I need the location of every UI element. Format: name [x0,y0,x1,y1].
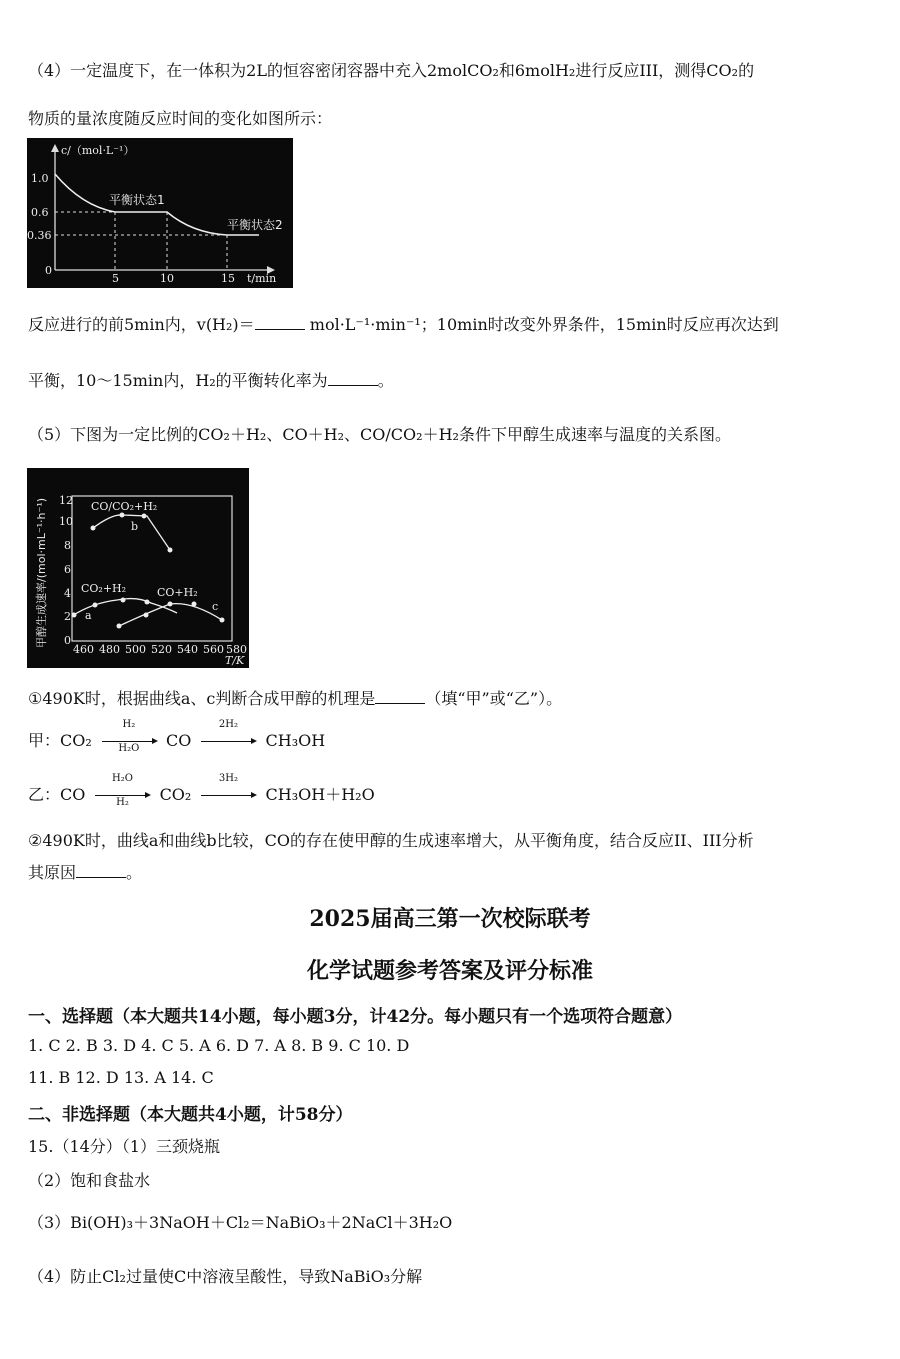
answer-title2: 化学试题参考答案及评分标准 [306,958,593,984]
chart1-xtick: 5 [112,272,119,285]
jia-end: CH₃OH [265,731,326,750]
data-point [168,602,173,607]
data-point [72,613,77,618]
q5-sub1b: （填“甲”或“乙”）。 [425,689,563,708]
chart1-ytick: 1.0 [31,172,49,185]
choices-row2: 11. B 12. D 13. A 14. C [28,1068,214,1087]
q5-sub1 [28,686,562,709]
chart1-eq2-label: 平衡状态2 [227,218,283,232]
chart2-ytick: 10 [59,515,73,528]
section1-header: 一、选择题（本大题共14小题，每小题3分，计42分。每小题只有一个选项符合题意） [28,1007,683,1027]
reaction-arrow [196,773,260,804]
reaction-arrow [97,719,161,754]
chart1-ytick: 0.6 [31,206,49,219]
data-point [93,603,98,608]
chart1-eq1-label: 平衡状态1 [109,193,165,207]
q4-line2: 物质的量浓度随反应时间的变化如图所示： [28,109,333,128]
q5-line1: （5）下图为一定比例的CO₂＋H₂、CO＋H₂、CO/CO₂＋H₂条件下甲醇生成速率与温度的关系图。 [28,425,731,444]
chart1-ytick: 0.36 [27,229,52,242]
chart2-ytick: 8 [64,539,71,552]
chart1-xtick: 15 [221,272,235,285]
curve-c-letter: c [212,600,219,613]
curve-b-letter: b [131,520,139,533]
data-point [145,600,150,605]
q15-answer4: （4）防止Cl₂过量使C中溶液呈酸性，导致NaBiO₃分解 [28,1267,423,1286]
methanol-rate-chart [27,468,249,668]
curve-a-letter: a [85,609,92,622]
arrow-top-label: 3H₂ [218,773,238,784]
q4-line4b: 。 [377,371,394,390]
chart2-xtick: 580 [226,643,247,656]
q5-sub2b [28,860,142,883]
chart2-xtick: 540 [177,643,198,656]
arrow-bottom-label: H₂ [116,797,129,808]
answer-blank[interactable] [375,689,425,704]
answer-blank[interactable] [76,863,126,878]
q5-sub2c: 。 [126,863,143,882]
chart1-xlabel: t/min [247,272,277,285]
data-point [117,624,122,629]
chart2-ylabel: 甲醇生成速率/(mol·mL⁻¹·h⁻¹) [35,497,48,648]
data-point [120,513,125,518]
q5-sub1a: ①490K时，根据曲线a、c判断合成甲醇的机理是 [28,689,376,708]
chart2-ytick: 12 [59,494,73,507]
q4-line3b: mol·L⁻¹·min⁻¹；10min时改变外界条件，15min时反应再次达到 [309,315,779,334]
q4-line1: （4）一定温度下，在一体积为2L的恒容密闭容器中充入2molCO₂和6molH₂进行反应III，测得CO₂的 [28,61,755,80]
chart2-ytick: 0 [64,634,71,647]
q5-sub2b-text: 其原因 [28,863,77,882]
chart2-label-b: CO/CO₂+H₂ [91,500,158,513]
q15-answer2: （2）饱和食盐水 [28,1171,151,1190]
answer-blank[interactable] [255,315,305,330]
answer-blank[interactable] [328,371,378,386]
arrow-top-label: 2H₂ [218,719,238,730]
data-point [192,602,197,607]
reaction-arrow [90,773,154,808]
data-point [121,598,126,603]
chart2-xlabel: T/K [225,654,245,667]
chart1-ylabel: c/（mol·L⁻¹） [61,144,135,157]
data-point [91,526,96,531]
yi-end: CH₃OH＋H₂O [265,785,375,804]
chart2-ytick: 4 [64,587,71,600]
chart1-ytick: 0 [45,264,52,277]
q4-line3 [28,312,779,335]
chart2-xtick: 480 [99,643,120,656]
q4-line4 [28,368,394,391]
chart1-xtick: 10 [160,272,174,285]
chart2-xtick: 520 [151,643,172,656]
arrow-top-label: H₂O [112,773,133,784]
q5-sub2a: ②490K时，曲线a和曲线b比较，CO的存在使甲醇的生成速率增大，从平衡角度，结合反应II、III分析 [28,831,754,850]
chart2-label-c: CO+H₂ [157,586,198,599]
chart2-xtick: 560 [203,643,224,656]
arrow-top-label: H₂ [122,719,136,730]
q15-answer3: （3）Bi(OH)₃＋3NaOH＋Cl₂＝NaBiO₃＋2NaCl＋3H₂O [28,1213,453,1232]
curve-c [119,604,222,626]
chart2-ytick: 2 [64,610,71,623]
q4-line4a: 平衡，10～15min内，H₂的平衡转化率为 [28,371,328,390]
reaction-arrow [196,719,260,750]
chart2-ytick: 6 [64,563,71,576]
chart2-xtick: 460 [73,643,94,656]
yi-mid: CO₂ [159,785,192,804]
mechanism-jia [28,719,326,754]
concentration-time-chart [27,138,293,288]
choices-row1: 1. C 2. B 3. D 4. C 5. A 6. D 7. A 8. B 9. C 10. D [28,1036,410,1055]
data-point [168,548,173,553]
yi-label: 乙：CO [28,785,86,804]
chart2-label-a: CO₂+H₂ [81,582,127,595]
chart2-xtick: 500 [125,643,146,656]
mechanism-yi [28,773,375,808]
q4-line3a: 反应进行的前5min内，v(H₂)＝ [28,315,255,334]
jia-label: 甲：CO₂ [28,731,92,750]
q15-answer1: 15.（14分）（1）三颈烧瓶 [28,1137,220,1156]
data-point [142,514,147,519]
jia-mid: CO [165,731,192,750]
answer-title1: 2025届高三第一次校际联考 [309,906,591,932]
data-point [144,613,149,618]
arrow-bottom-label: H₂O [118,743,140,754]
data-point [220,618,225,623]
section2-header: 二、非选择题（本大题共4小题，计58分） [28,1105,353,1125]
